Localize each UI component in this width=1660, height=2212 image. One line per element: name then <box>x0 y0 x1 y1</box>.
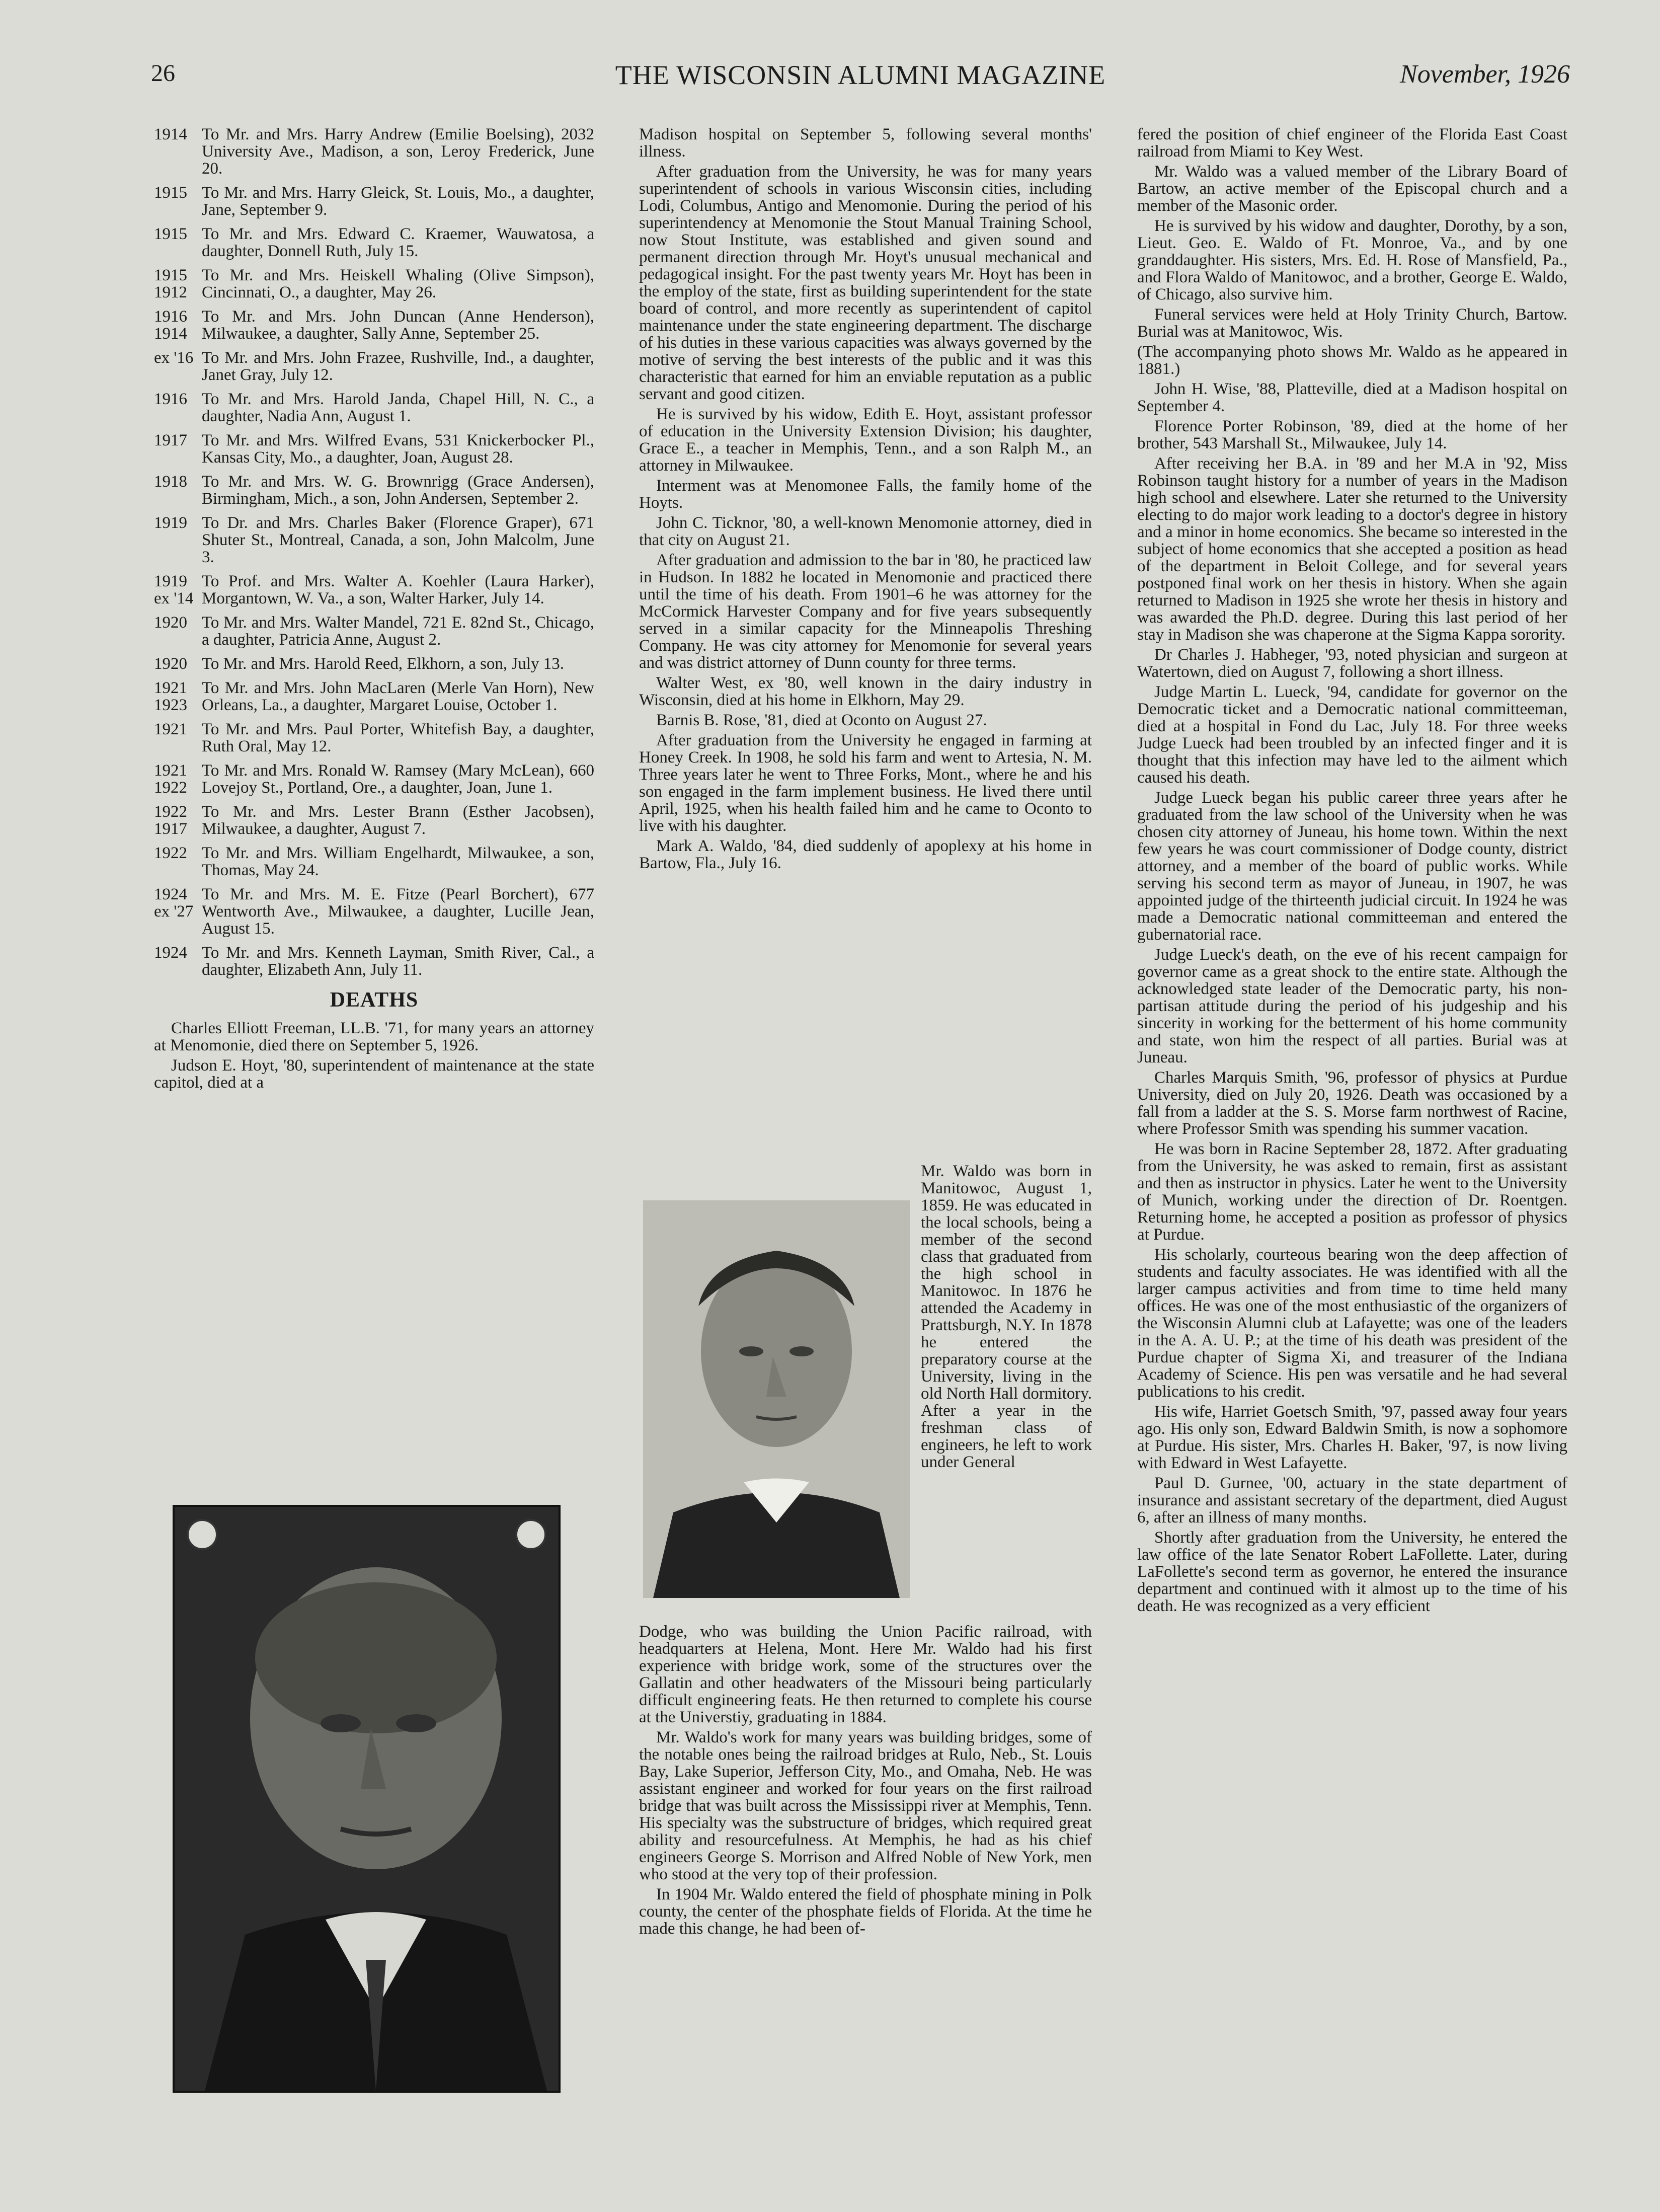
class-years <box>154 655 202 672</box>
class-years <box>154 573 202 607</box>
birth-announcement <box>154 514 594 566</box>
class-year: 1919 <box>154 572 187 590</box>
birth-announcement <box>154 473 594 507</box>
birth-announcement <box>154 573 594 607</box>
birth-text: To Mr. and Mrs. Lester Brann (Esther Jacobsen), Milwaukee, a daughter, August 7. <box>202 803 594 838</box>
birth-announcement <box>154 721 594 755</box>
obituary-paragraph: His scholarly, courteous bearing won the deep affection of students and faculty associates. He was identified with all the larger campus activities and from time to time held many offices. He was one of the most enthusiastic of the organizers of the Wisconsin Alumni club at Lafayette; was one of the leaders in the A. A. U. P.; at the time of his death was president of the Purdue chapter of Sigma Xi, and treasurer of the Indiana Academy of Science. His pen was versatile and he had several publications to his credit. <box>1137 1246 1567 1401</box>
class-year: 1915 <box>154 266 187 284</box>
birth-announcement <box>154 184 594 218</box>
births-list <box>154 126 594 978</box>
death-entry-freeman: Charles Elliott Freeman, LL.B. '71, for many years an attorney at Menomonie, died there on September 5, 1926. <box>154 1019 594 1054</box>
class-year: 1915 <box>154 184 187 202</box>
obituary-paragraph: fered the position of chief engineer of the Florida East Coast railroad from Miami to Key West. <box>1137 125 1567 161</box>
birth-announcement <box>154 886 594 937</box>
birth-announcement <box>154 803 594 837</box>
class-years <box>154 473 202 507</box>
obituary-paragraph: Florence Porter Robinson, '89, died at the home of her brother, 543 Marshall St., Milwaukee, July 14. <box>1137 417 1567 452</box>
birth-text: To Mr. and Mrs. Kenneth Layman, Smith River, Cal., a daughter, Elizabeth Ann, July 11. <box>202 944 594 979</box>
obituary-paragraph: Shortly after graduation from the University, he entered the law office of the late Senator Robert LaFollette. Later, during LaFollette's second term as governor, he entered the insurance department and continued with it almost up to the time of his death. He was recognized as a very efficient <box>1137 1529 1567 1615</box>
issue-date: November, 1926 <box>1400 60 1570 89</box>
birth-announcement <box>154 762 594 796</box>
obituary-paragraph: Charles Marquis Smith, '96, professor of physics at Purdue University, died on July 20, 1926. Death was occasioned by a fall from a ladder at the S. S. Morse farm northwest of Racine, where Professor Smith was spending his summer vacation. <box>1137 1069 1567 1138</box>
class-years <box>154 349 202 384</box>
obituary-paragraph: After graduation from the University he engaged in farming at Honey Creek. In 1908, he sold his farm and went to Artesia, N. M. Three years later he went to Three Forks, Mont., where he and his son engaged in the farm implement business. He lived there until April, 1925, when his health failed him and he came to Oconto to live with his daughter. <box>639 731 1092 835</box>
column-deaths-middle-bottom <box>639 1623 1092 1940</box>
obituary-paragraph: Mark A. Waldo, '84, died suddenly of apoplexy at his home in Bartow, Fla., July 16. <box>639 837 1092 872</box>
birth-announcement <box>154 655 594 672</box>
class-years <box>154 126 202 177</box>
obituary-paragraph: Madison hospital on September 5, following several months' illness. <box>639 125 1092 161</box>
deaths-heading: DEATHS <box>330 988 419 1012</box>
birth-announcement <box>154 225 594 260</box>
obituary-paragraph: After receiving her B.A. in '89 and her M.A in '92, Miss Robinson taught history for a number of years in the Madison high school and elsewhere. Later she returned to the University electing to do major work leading to a doctor's degree in history and a minor in home economics. She became so interested in the subject of home economics that she accepted a position as head of the department in Beloit College, and for several years postponed final work on her thesis in history. When she again returned to Madison in 1925 she wrote her thesis in history and was awarded the Ph.D. degree. During this last period of her stay in Madison she was chaperone at the Sigma Kappa sorority. <box>1137 454 1567 644</box>
birth-text: To Mr. and Mrs. Harry Gleick, St. Louis, Mo., a daughter, Jane, September 9. <box>202 184 594 219</box>
birth-text: To Mr. and Mrs. John MacLaren (Merle Van Horn), New Orleans, La., a daughter, Margaret Louise, October 1. <box>202 679 594 714</box>
class-year: 1921 <box>154 679 187 697</box>
birth-announcement <box>154 845 594 879</box>
birth-announcement <box>154 679 594 714</box>
birth-text: To Mr. and Mrs. Ronald W. Ramsey (Mary McLean), 660 Lovejoy St., Portland, Ore., a daughter, Joan, June 1. <box>202 761 594 797</box>
class-year: 1921 <box>154 761 187 780</box>
birth-text: To Mr. and Mrs. Edward C. Kraemer, Wauwatosa, a daughter, Donnell Ruth, July 15. <box>202 225 594 260</box>
col3-paragraphs <box>1137 126 1567 1615</box>
birth-announcement <box>154 126 594 177</box>
hoyt-photo <box>173 1505 561 2093</box>
class-year: 1924 <box>154 885 187 903</box>
birth-announcement <box>154 267 594 301</box>
death-entry-hoyt: Judson E. Hoyt, '80, superintendent of maintenance at the state capitol, died at a <box>154 1056 594 1092</box>
birth-text: To Mr. and Mrs. John Duncan (Anne Henderson), Milwaukee, a daughter, Sally Anne, September 25. <box>202 308 594 343</box>
birth-text: To Mr. and Mrs. Paul Porter, Whitefish Bay, a daughter, Ruth Oral, May 12. <box>202 720 594 755</box>
birth-text: To Dr. and Mrs. Charles Baker (Florence Graper), 671 Shuter St., Montreal, Canada, a son, John Malcolm, June 3. <box>202 514 594 566</box>
class-year: 1917 <box>154 431 187 449</box>
class-year: 1917 <box>154 820 187 838</box>
column-deaths-right <box>1137 126 1567 1618</box>
class-year: 1916 <box>154 308 187 326</box>
col2-paragraphs <box>639 126 1092 872</box>
class-years <box>154 762 202 796</box>
class-years <box>154 944 202 978</box>
obituary-paragraph: His wife, Harriet Goetsch Smith, '97, passed away four years ago. His only son, Edward Baldwin Smith, is now a sophomore at Purdue. His sister, Mrs. Charles H. Baker, '97, is now living with Edward in West Lafayette. <box>1137 1403 1567 1472</box>
page-number: 26 <box>151 60 175 87</box>
birth-text: To Mr. and Mrs. Harold Reed, Elkhorn, a son, July 13. <box>202 655 564 673</box>
obituary-paragraph: Interment was at Menomonee Falls, the family home of the Hoyts. <box>639 477 1092 512</box>
class-year: 1920 <box>154 655 187 673</box>
class-years <box>154 886 202 937</box>
birth-announcement <box>154 944 594 978</box>
birth-announcement <box>154 391 594 425</box>
obituary-paragraph: Barnis B. Rose, '81, died at Oconto on August 27. <box>656 711 987 729</box>
photo-hole-top-right <box>515 1519 546 1550</box>
class-years <box>154 721 202 755</box>
birth-text: To Mr. and Mrs. Walter Mandel, 721 E. 82nd St., Chicago, a daughter, Patricia Anne, August 2. <box>202 614 594 649</box>
column-births <box>154 126 594 1094</box>
obituary-paragraph: After graduation and admission to the bar in '80, he practiced law in Hudson. In 1882 he located in Menomonie and practiced there until the time of his death. From 1901–6 he was attorney for the McCormick Harvester Company and for five years subsequently served in a similar capacity for the Minneapolis Threshing Company. He was city attorney for Menomonie for several years and was district attorney of Dunn county for three terms. <box>639 551 1092 672</box>
obituary-paragraph: Dr Charles J. Habheger, '93, noted physician and surgeon at Watertown, died on August 7, following a short illness. <box>1137 646 1567 681</box>
waldo-side-paragraph: Mr. Waldo was born in Manitowoc, August 1, 1859. He was educated in the local schools, being a member of the second class that graduated from the high school in Manitowoc. In 1876 he attended the Academy in Prattsburgh, N.Y. In 1878 he entered the preparatory course at the University, living in the old North Hall dormitory. After a year in the freshman class of engineers, he left to work under General <box>921 1162 1092 1471</box>
class-year: 1922 <box>154 844 187 862</box>
birth-announcement <box>154 614 594 648</box>
waldo-side-text <box>921 1163 1092 1471</box>
obituary-paragraph: Judge Martin L. Lueck, '94, candidate for governor on the Democratic ticket and a Democratic national committeeman, died at a hospital in Fond du Lac, July 18. For three weeks Judge Lueck had been troubled by an infected finger and it is thought that this infection may have led to the ailment which caused his death. <box>1137 683 1567 787</box>
class-year: 1922 <box>154 779 187 797</box>
birth-text: To Mr. and Mrs. John Frazee, Rushville, Ind., a daughter, Janet Gray, July 12. <box>202 349 594 384</box>
class-year: 1924 <box>154 944 187 962</box>
page-header <box>151 59 1570 100</box>
birth-announcement <box>154 349 594 384</box>
obituary-paragraph: He was born in Racine September 28, 1872. After graduating from the University, he was asked to remain, first as assistant and then as instructor in physics. Later he went to the University of Munich, working under the direction of Dr. Roentgen. Returning home, he accepted a position as professor of physics at Purdue. <box>1137 1140 1567 1244</box>
class-years <box>154 308 202 342</box>
birth-text: To Mr. and Mrs. William Engelhardt, Milwaukee, a son, Thomas, May 24. <box>202 844 594 879</box>
birth-text: To Mr. and Mrs. Harold Janda, Chapel Hill, N. C., a daughter, Nadia Ann, August 1. <box>202 390 594 425</box>
waldo-photo <box>643 1200 910 1598</box>
class-year: 1921 <box>154 720 187 738</box>
obituary-paragraph: Walter West, ex '80, well known in the dairy industry in Wisconsin, died at his home in Elkhorn, May 29. <box>639 674 1092 709</box>
class-year: 1920 <box>154 614 187 632</box>
obituary-paragraph: Dodge, who was building the Union Pacific railroad, with headquarters at Helena, Mont. Here Mr. Waldo had his first experience with bridge work, some of the structures over the Gallatin and other headwaters of the Missouri being particularly difficult engineering feats. He then returned to complete his course at the Universtiy, graduating in 1884. <box>639 1623 1092 1726</box>
birth-announcement <box>154 432 594 466</box>
obituary-paragraph: John H. Wise, '88, Platteville, died at a Madison hospital on September 4. <box>1137 380 1567 415</box>
col2-bottom-paragraphs <box>639 1623 1092 1937</box>
birth-text: To Mr. and Mrs. M. E. Fitze (Pearl Borchert), 677 Wentworth Ave., Milwaukee, a daughter, Lucille Jean, August 15. <box>202 885 594 938</box>
class-years <box>154 225 202 260</box>
photo-hole-top-left <box>187 1519 218 1550</box>
hoyt-portrait-image <box>175 1507 559 2091</box>
column-deaths-middle <box>639 126 1092 875</box>
class-years <box>154 614 202 648</box>
class-year: 1914 <box>154 125 187 143</box>
class-year: 1915 <box>154 225 187 243</box>
class-year: 1914 <box>154 325 187 343</box>
class-years <box>154 514 202 566</box>
class-years <box>154 267 202 301</box>
obituary-paragraph: Mr. Waldo's work for many years was building bridges, some of the notable ones being the railroad bridges at Rulo, Neb., St. Louis Bay, Lake Superior, Jefferson City, Mo., and Omaha, Neb. He was assistant engineer and worked for four years on the first railroad bridge that was built across the Mississippi river at Memphis, Tenn. His specialty was the substructure of bridges, which required great ability and resourcefulness. At Memphis, he had as his chief engineers George S. Morrison and Alfred Noble of New York, men who stood at the very top of their profession. <box>639 1728 1092 1883</box>
obituary-paragraph: He is survived by his widow and daughter, Dorothy, by a son, Lieut. Geo. E. Waldo of Ft. Monroe, Va., and by one granddaughter. His sisters, Mrs. Ed. H. Rose of Mansfield, Pa., and Flora Waldo of Manitowoc, and a brother, George E. Waldo, of Chicago, also survive him. <box>1137 217 1567 303</box>
magazine-title: THE WISCONSIN ALUMNI MAGAZINE <box>615 60 1106 90</box>
waldo-portrait-image <box>643 1200 910 1598</box>
class-years <box>154 432 202 466</box>
birth-text: To Mr. and Mrs. Wilfred Evans, 531 Knickerbocker Pl., Kansas City, Mo., a daughter, Joan, August 28. <box>202 431 594 467</box>
class-year: ex '16 <box>154 349 194 367</box>
obituary-paragraph: (The accompanying photo shows Mr. Waldo as he appeared in 1881.) <box>1137 343 1567 378</box>
class-years <box>154 845 202 879</box>
class-years <box>154 679 202 714</box>
class-year: 1916 <box>154 390 187 408</box>
class-years <box>154 184 202 218</box>
class-year: 1919 <box>154 514 187 532</box>
obituary-paragraph: In 1904 Mr. Waldo entered the field of phosphate mining in Polk county, the center of the phosphate fields of Florida. At the time he made this change, he had been of- <box>639 1885 1092 1938</box>
class-year: 1922 <box>154 803 187 821</box>
obituary-paragraph: Funeral services were held at Holy Trinity Church, Bartow. Burial was at Manitowoc, Wis. <box>1137 306 1567 341</box>
class-year: 1912 <box>154 283 187 301</box>
class-years <box>154 803 202 837</box>
obituary-paragraph: Paul D. Gurnee, '00, actuary in the state department of insurance and assistant secretary of the department, died August 6, after an illness of many months. <box>1137 1474 1567 1527</box>
birth-text: To Mr. and Mrs. Harry Andrew (Emilie Boelsing), 2032 University Ave., Madison, a son, Leroy Frederick, June 20. <box>202 125 594 178</box>
birth-text: To Mr. and Mrs. W. G. Brownrigg (Grace Andersen), Birmingham, Mich., a son, John Andersen, September 2. <box>202 473 594 508</box>
obituary-paragraph: Judge Lueck's death, on the eve of his recent campaign for governor came as a great shock to the entire state. Although the acknowledged state leader of the Democratic party, his non-partisan attitude during the period of his judgeship and his sincerity in working for the betterment of his home community and state, won him the respect of all parties. Burial was at Juneau. <box>1137 946 1567 1066</box>
birth-announcement <box>154 308 594 342</box>
obituary-paragraph: Judge Lueck began his public career three years after he graduated from the law school of the University when he was chosen city attorney of Juneau, his home town. Within the next few years he was court commissioner of Dodge county, district attorney, and a member of the board of public works. While serving his second term as mayor of Juneau, in 1907, he was appointed judge of the thirteenth judicial circuit. In 1924 he was made a Democratic national committeeman and entered the gubernatorial race. <box>1137 789 1567 944</box>
birth-text: To Prof. and Mrs. Walter A. Koehler (Laura Harker), Morgantown, W. Va., a son, Walter Harker, July 14. <box>202 572 594 607</box>
obituary-paragraph: Mr. Waldo was a valued member of the Library Board of Bartow, an active member of the Episcopal church and a member of the Masonic order. <box>1137 163 1567 215</box>
obituary-paragraph: After graduation from the University, he was for many years superintendent of schools in various Wisconsin cities, including Lodi, Columbus, Antigo and Menomonie. During the period of his superintendency at Menomonie the Stout Manual Training School, now Stout Institute, was established and given sound and permanent direction through Mr. Hoyt's unusual mechanical and pedagogical insight. For the past twenty years Mr. Hoyt has been in the employ of the state, first as building superintendent for the state board of control, and more recently as superintendent of capitol maintenance under the state engineering department. The discharge of his duties in these various capacities was always governed by the motive of serving the best interests of the public and it was this characteristic that earned for him an enviable reputation as a public servant and good citizen. <box>639 163 1092 403</box>
class-years <box>154 391 202 425</box>
birth-text: To Mr. and Mrs. Heiskell Whaling (Olive Simpson), Cincinnati, O., a daughter, May 26. <box>202 266 594 301</box>
class-year: ex '14 <box>154 589 194 607</box>
class-year: 1918 <box>154 473 187 491</box>
class-year: 1923 <box>154 696 187 714</box>
class-year: ex '27 <box>154 902 194 921</box>
obituary-paragraph: He is survived by his widow, Edith E. Hoyt, assistant professor of education in the University Extension Division; his daughter, Grace E., a teacher in Memphis, Tenn., and a son Ralph M., an attorney in Milwaukee. <box>639 405 1092 475</box>
obituary-paragraph: John C. Ticknor, '80, a well-known Menomonie attorney, died in that city on August 21. <box>639 514 1092 549</box>
